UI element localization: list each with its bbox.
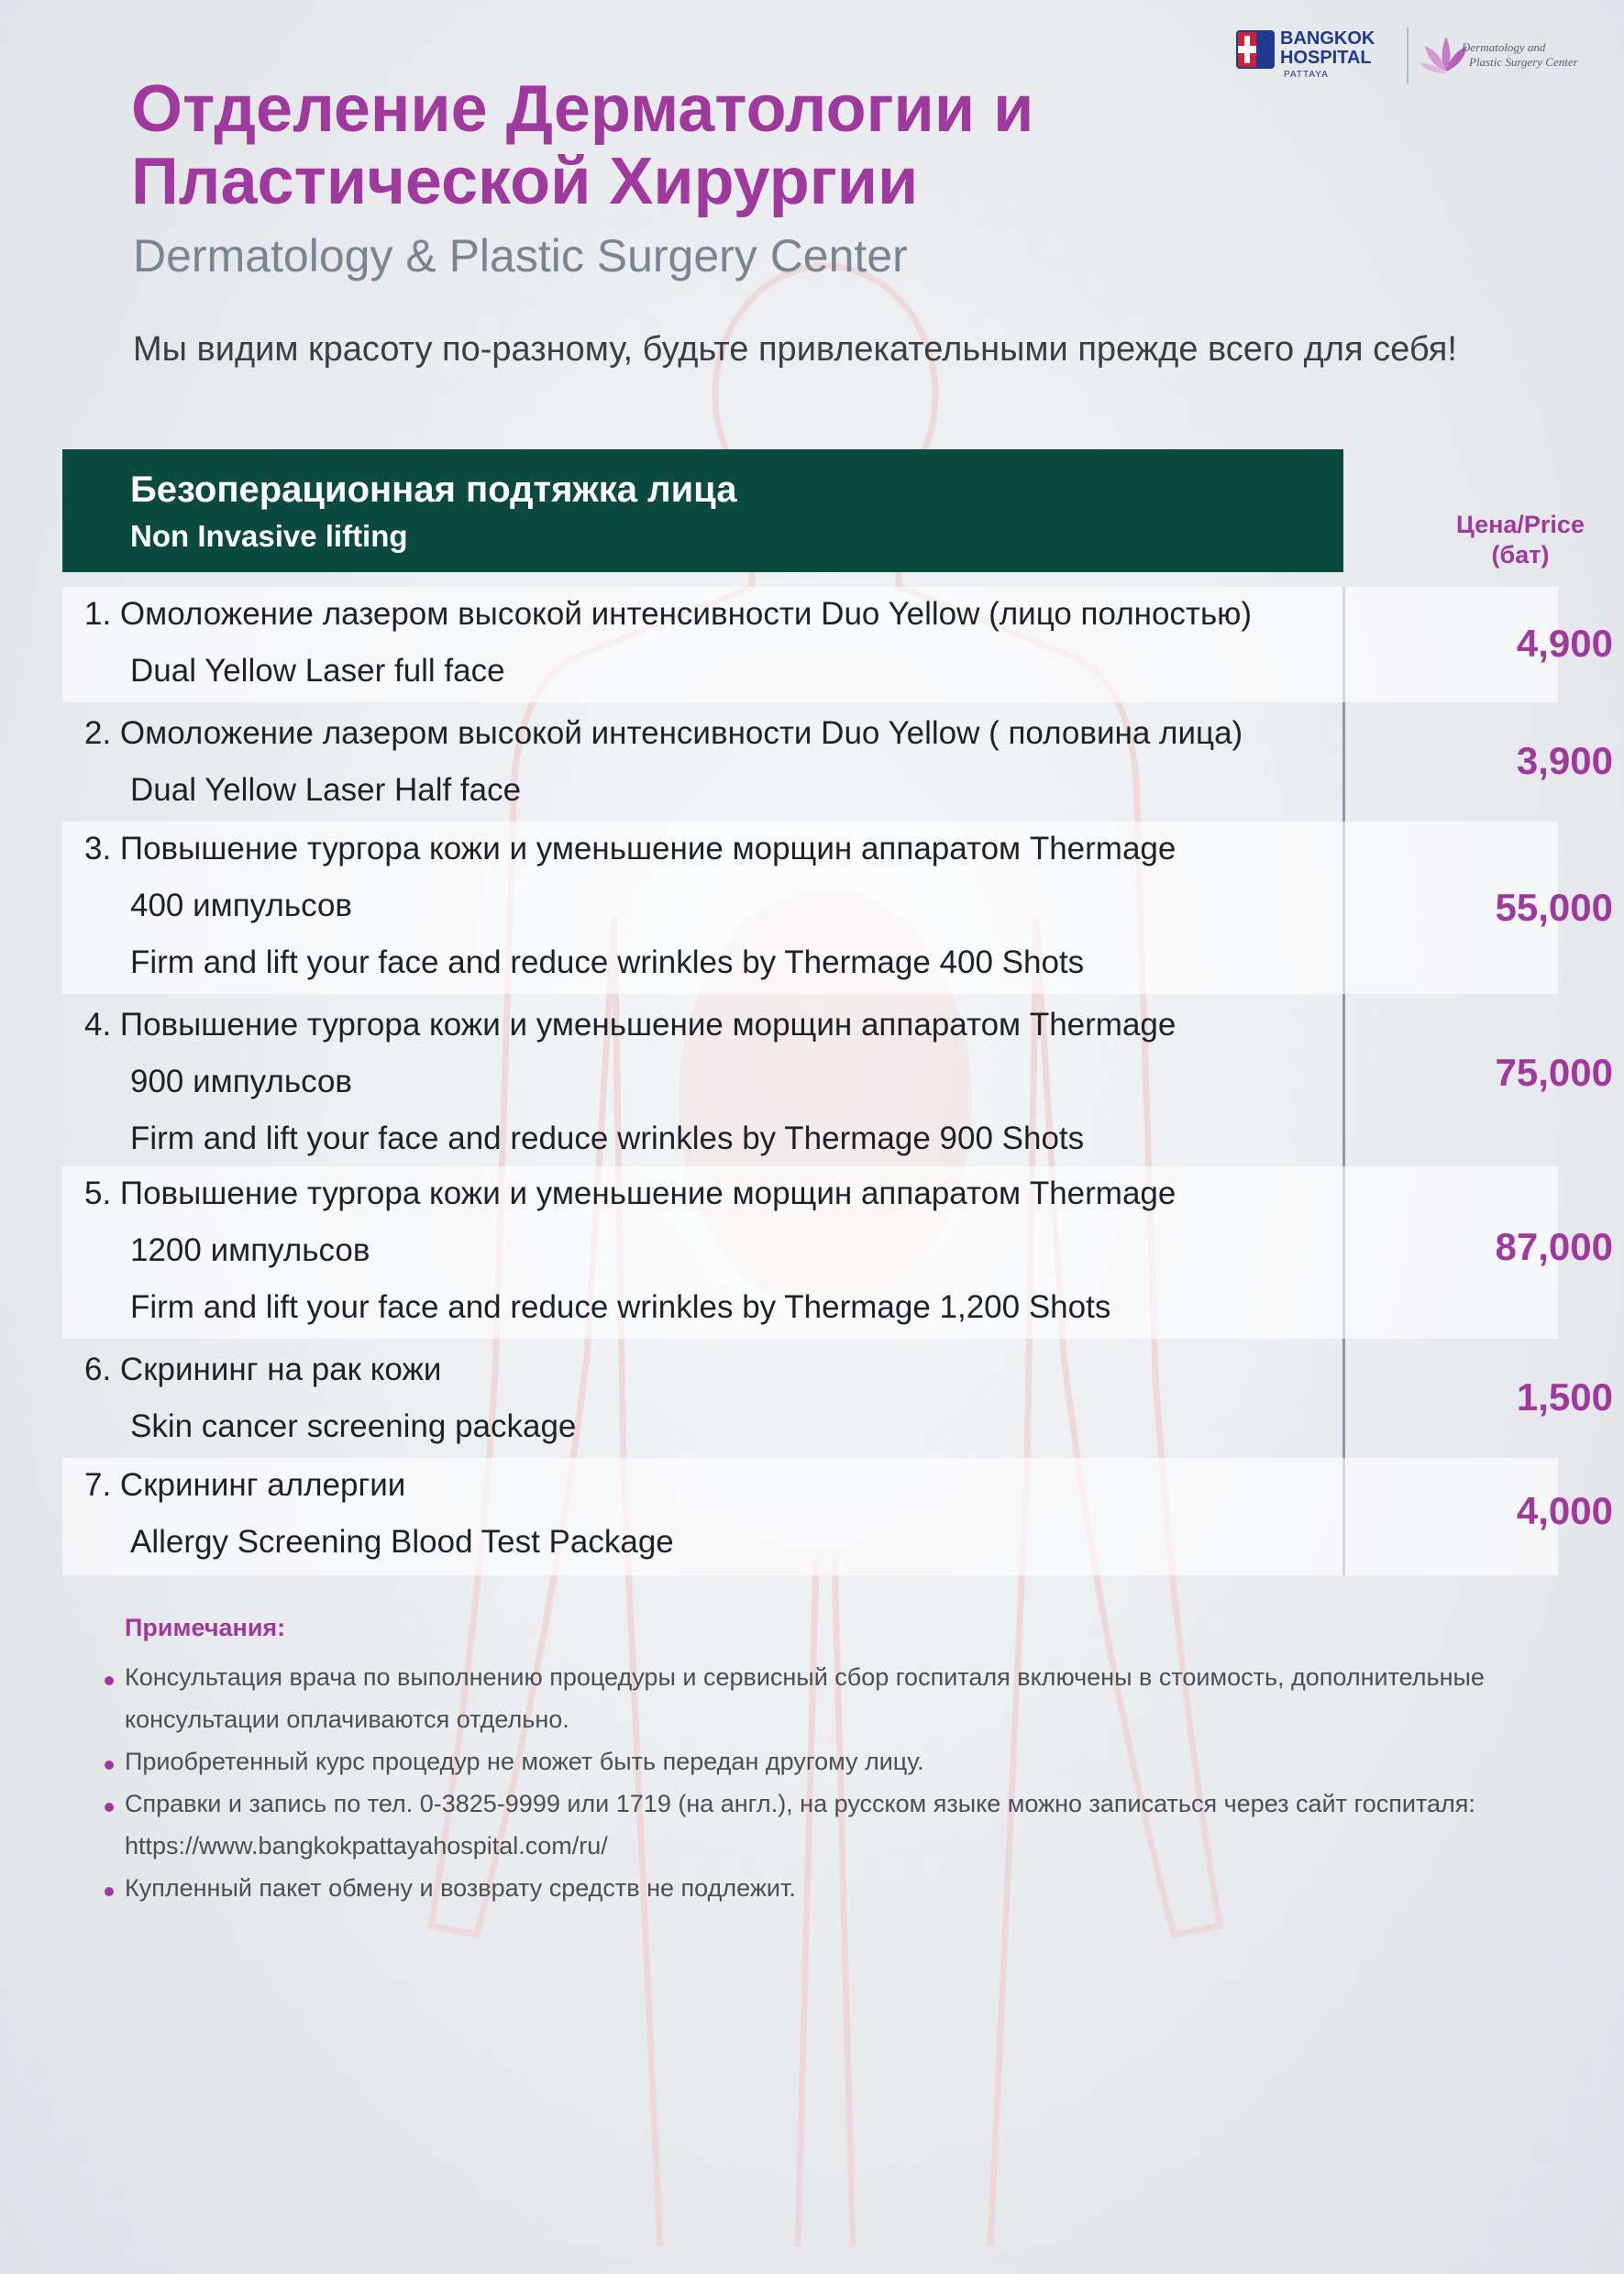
price-header-line-2: (бат) bbox=[1491, 541, 1550, 568]
section-subtitle: Non Invasive lifting bbox=[130, 519, 408, 553]
note-item bbox=[125, 1783, 1475, 1867]
note-link: https://www.bangkokpattayahospital.com/ru/ bbox=[125, 1832, 608, 1860]
item-title-en: Firm and lift your face and reduce wrinkles by Thermage 1,200 Shots bbox=[130, 1289, 1111, 1325]
bangkok-hospital-wordmark bbox=[1280, 29, 1375, 68]
tagline: Мы видим красоту по-разному, будьте привлекательными прежде всего для себя! bbox=[133, 330, 1457, 369]
item-title-ru-cont: 400 импульсов bbox=[130, 888, 353, 923]
derm-center-wordmark bbox=[1462, 40, 1578, 70]
note-bullet bbox=[105, 1803, 114, 1812]
note-line: Справки и запись по тел. 0-3825-9999 или 1719 (на англ.), на русском языке можно записаться через сайт госпиталя: bbox=[125, 1790, 1475, 1817]
note-item bbox=[125, 1867, 796, 1909]
item-price: 3,900 bbox=[1516, 739, 1613, 782]
derm-line-2: Plastic Surgery Center bbox=[1469, 55, 1578, 69]
table-row bbox=[62, 1166, 1613, 1339]
item-price: 55,000 bbox=[1495, 886, 1613, 929]
title-line-2: Пластической Хирургии bbox=[131, 145, 919, 218]
logo-divider bbox=[1407, 28, 1409, 84]
item-title-ru: 4. Повышение тургора кожи и уменьшение морщин аппаратом Thermage bbox=[84, 1007, 1177, 1043]
item-title-en: Skin cancer screening package bbox=[130, 1408, 577, 1444]
logo-line-1: BANGKOK bbox=[1280, 28, 1375, 49]
table-rows bbox=[62, 587, 1613, 1575]
item-title-ru: 1. Омоложение лазером высокой интенсивности Duo Yellow (лицо полностью) bbox=[84, 596, 1253, 632]
logo-line-2: HOSPITAL bbox=[1280, 48, 1372, 68]
item-title-ru: 7. Скрининг аллергии bbox=[84, 1467, 406, 1503]
item-title-en: Firm and lift your face and reduce wrinkles by Thermage 900 Shots bbox=[130, 1120, 1085, 1156]
item-price: 75,000 bbox=[1495, 1051, 1613, 1094]
note-line: Консультация врача по выполнению процедуры и сервисный сбор госпиталя включены в стоимость, дополнительные bbox=[125, 1663, 1485, 1691]
section-title: Безоперационная подтяжка лица bbox=[130, 469, 737, 510]
item-title-en: Allergy Screening Blood Test Package bbox=[130, 1524, 674, 1560]
page-subtitle: Dermatology & Plastic Surgery Center bbox=[133, 230, 908, 281]
note-bullet bbox=[105, 1761, 114, 1770]
item-title-en: Dual Yellow Laser full face bbox=[130, 653, 505, 689]
item-price: 4,000 bbox=[1516, 1489, 1613, 1532]
note-line: Приобретенный курс процедур не может быть передан другому лицу. bbox=[125, 1748, 924, 1775]
item-title-ru-cont: 1200 импульсов bbox=[130, 1232, 370, 1268]
table-row bbox=[62, 587, 1613, 702]
table-header bbox=[62, 449, 1585, 572]
note-line: консультации оплачиваются отдельно. bbox=[125, 1706, 569, 1733]
item-title-ru: 5. Повышение тургора кожи и уменьшение морщин аппаратом Thermage bbox=[84, 1176, 1177, 1211]
section-header-bar bbox=[62, 449, 1343, 572]
page-title bbox=[131, 73, 1033, 218]
item-title-ru: 3. Повышение тургора кожи и уменьшение морщин аппаратом Thermage bbox=[84, 831, 1177, 867]
note-bullet bbox=[105, 1676, 114, 1685]
note-bullet bbox=[105, 1887, 114, 1896]
price-header-line-1: Цена/Price bbox=[1456, 511, 1585, 538]
notes-title: Примечания: bbox=[125, 1614, 286, 1641]
item-title-ru: 2. Омоложение лазером высокой интенсивности Duo Yellow ( половина лица) bbox=[84, 715, 1243, 751]
price-table bbox=[62, 449, 1613, 1579]
table-row bbox=[62, 1458, 1613, 1575]
hospital-logo bbox=[1236, 28, 1594, 84]
item-price: 1,500 bbox=[1516, 1375, 1613, 1418]
table-row bbox=[62, 998, 1613, 1163]
bangkok-hospital-cross-icon bbox=[1236, 30, 1275, 69]
table-row bbox=[62, 822, 1613, 994]
price-column-header bbox=[1383, 510, 1624, 570]
logo-city: PATTAYA bbox=[1284, 70, 1329, 80]
item-price: 87,000 bbox=[1495, 1225, 1613, 1268]
item-title-ru-cont: 900 импульсов bbox=[130, 1064, 353, 1099]
note-item bbox=[125, 1740, 924, 1783]
note-item bbox=[125, 1656, 1485, 1740]
table-row bbox=[62, 1342, 1613, 1454]
item-price: 4,900 bbox=[1516, 622, 1613, 665]
derm-line-1: Dermatology and bbox=[1462, 40, 1546, 54]
item-title-en: Dual Yellow Laser Half face bbox=[130, 772, 522, 808]
title-line-1: Отделение Дерматологии и bbox=[131, 72, 1034, 146]
table-row bbox=[62, 706, 1613, 818]
item-title-ru: 6. Скрининг на рак кожи bbox=[84, 1352, 442, 1387]
item-title-en: Firm and lift your face and reduce wrinkles by Thermage 400 Shots bbox=[130, 944, 1085, 980]
note-line: Купленный пакет обмену и возврату средств не подлежит. bbox=[125, 1874, 796, 1902]
